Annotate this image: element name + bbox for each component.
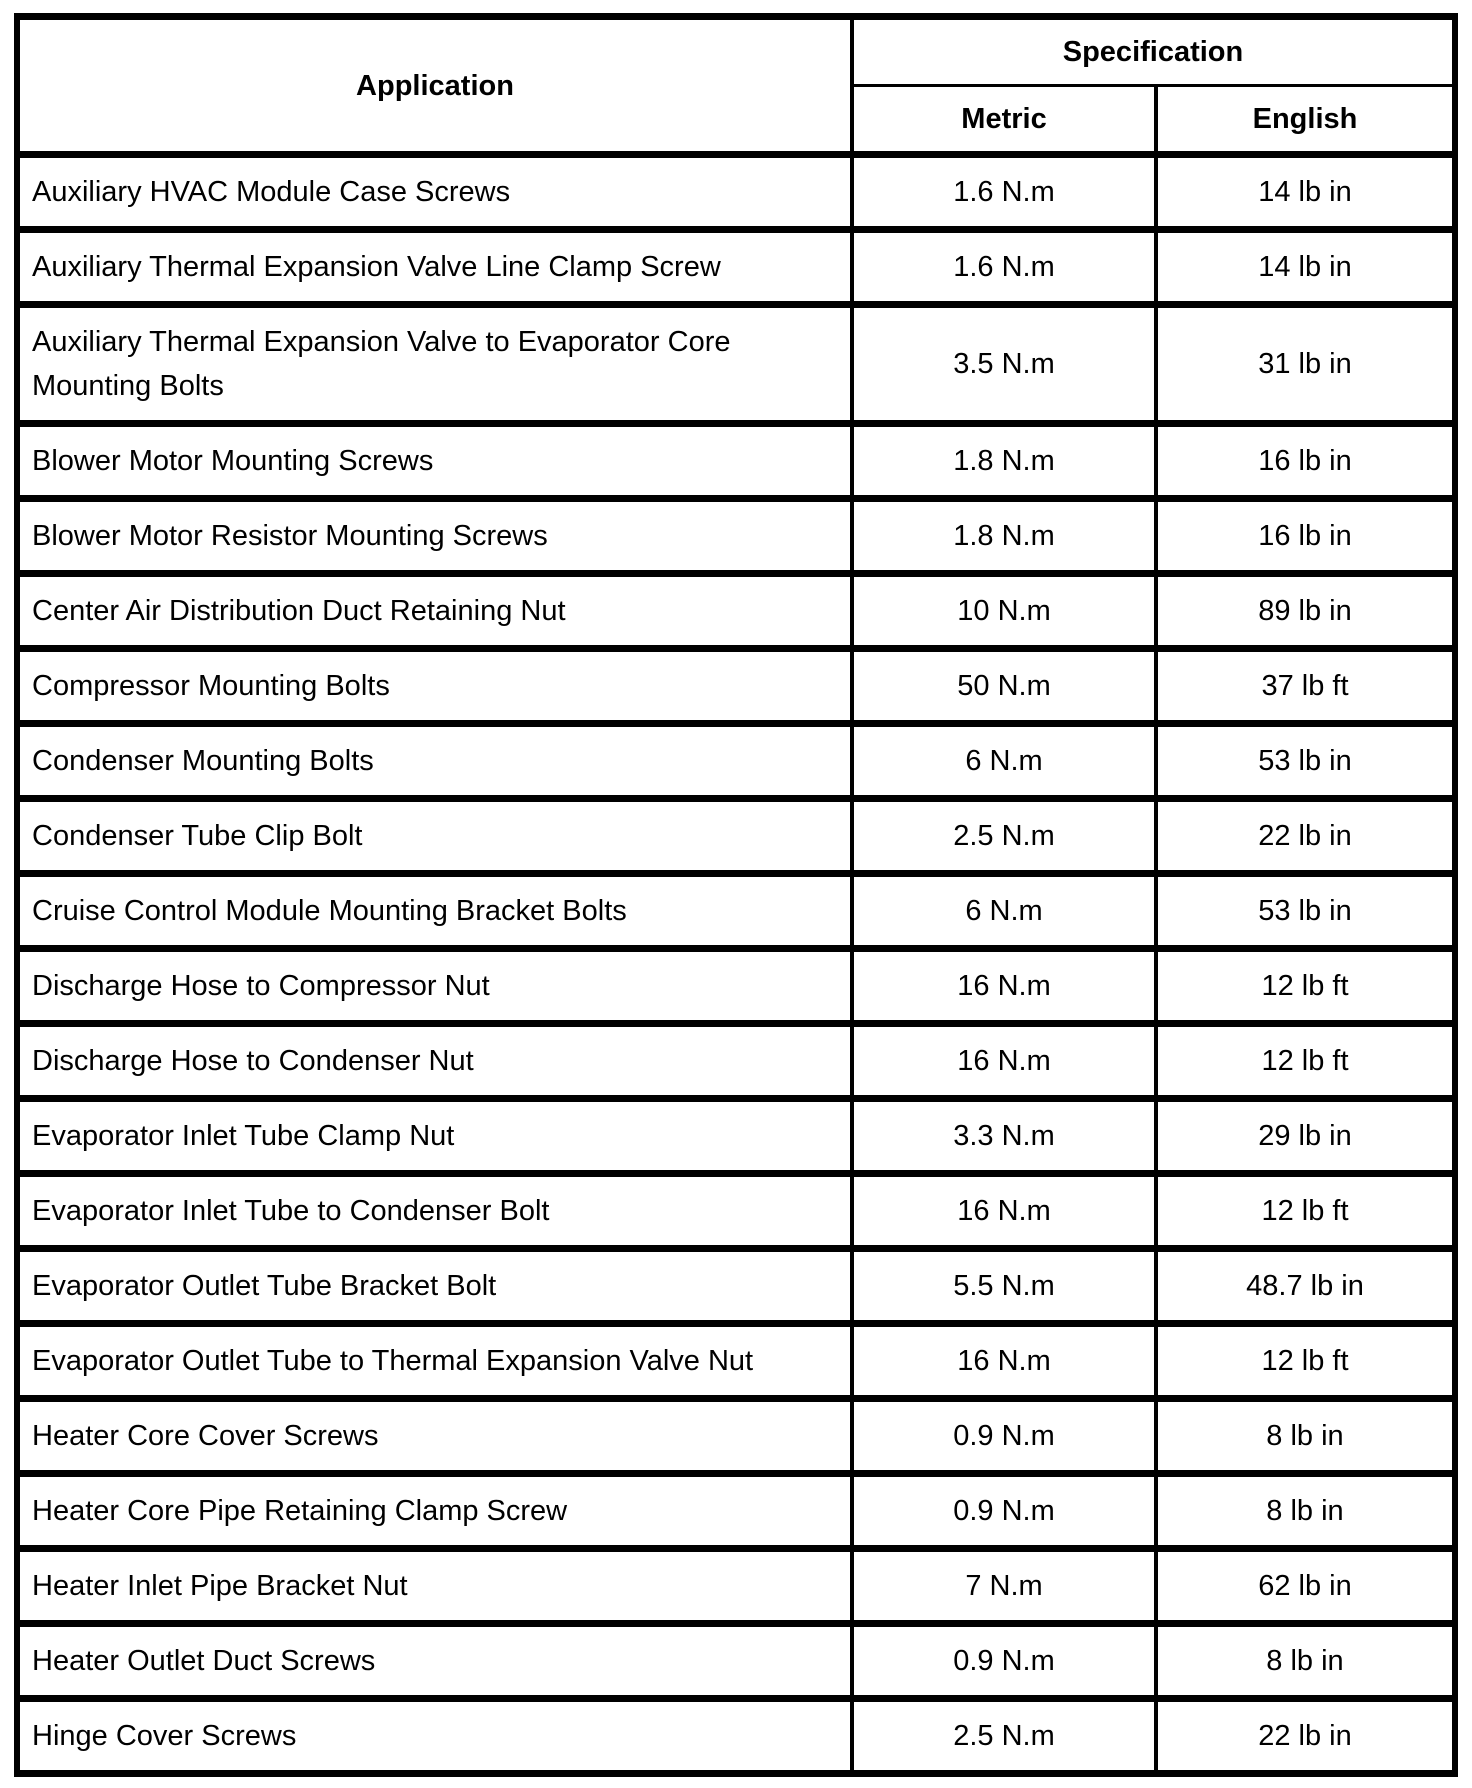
header-row-specification: [17, 17, 1455, 86]
metric-value-cell: 16 N.m: [852, 1324, 1156, 1399]
english-value-cell: 8 lb in: [1156, 1474, 1455, 1549]
metric-value-cell: 3.5 N.m: [852, 305, 1156, 424]
application-cell: Auxiliary HVAC Module Case Screws: [17, 155, 852, 230]
metric-value-cell: 0.9 N.m: [852, 1474, 1156, 1549]
table-row: [17, 1549, 1455, 1624]
application-cell: Condenser Tube Clip Bolt: [17, 799, 852, 874]
application-cell: Cruise Control Module Mounting Bracket Bolts: [17, 874, 852, 949]
metric-value-cell: 5.5 N.m: [852, 1249, 1156, 1324]
application-cell: Compressor Mounting Bolts: [17, 649, 852, 724]
application-cell: Heater Core Pipe Retaining Clamp Screw: [17, 1474, 852, 1549]
english-value-cell: 14 lb in: [1156, 155, 1455, 230]
metric-value-cell: 0.9 N.m: [852, 1399, 1156, 1474]
metric-value-cell: 10 N.m: [852, 574, 1156, 649]
metric-column-header: Metric: [852, 86, 1156, 155]
english-value-cell: 53 lb in: [1156, 874, 1455, 949]
table-row: [17, 949, 1455, 1024]
table-row: [17, 724, 1455, 799]
application-cell: Evaporator Outlet Tube to Thermal Expansion Valve Nut: [17, 1324, 852, 1399]
english-column-header: English: [1156, 86, 1455, 155]
metric-value-cell: 6 N.m: [852, 874, 1156, 949]
english-value-cell: 12 lb ft: [1156, 1174, 1455, 1249]
application-cell: Auxiliary Thermal Expansion Valve to Evaporator Core Mounting Bolts: [17, 305, 852, 424]
table-row: [17, 155, 1455, 230]
english-value-cell: 48.7 lb in: [1156, 1249, 1455, 1324]
application-cell: Blower Motor Mounting Screws: [17, 424, 852, 499]
metric-value-cell: 1.6 N.m: [852, 155, 1156, 230]
table-row: [17, 1474, 1455, 1549]
table-row: [17, 1699, 1455, 1774]
table-header: [17, 17, 1455, 155]
english-value-cell: 8 lb in: [1156, 1399, 1455, 1474]
english-value-cell: 29 lb in: [1156, 1099, 1455, 1174]
table-row: [17, 1024, 1455, 1099]
application-cell: Evaporator Inlet Tube to Condenser Bolt: [17, 1174, 852, 1249]
specification-column-header: Specification: [852, 17, 1455, 86]
english-value-cell: 16 lb in: [1156, 424, 1455, 499]
english-value-cell: 62 lb in: [1156, 1549, 1455, 1624]
metric-value-cell: 16 N.m: [852, 949, 1156, 1024]
table-row: [17, 1249, 1455, 1324]
english-value-cell: 14 lb in: [1156, 230, 1455, 305]
metric-value-cell: 16 N.m: [852, 1174, 1156, 1249]
application-cell: Heater Core Cover Screws: [17, 1399, 852, 1474]
table-row: [17, 1624, 1455, 1699]
english-value-cell: 37 lb ft: [1156, 649, 1455, 724]
application-cell: Auxiliary Thermal Expansion Valve Line Clamp Screw: [17, 230, 852, 305]
metric-value-cell: 0.9 N.m: [852, 1624, 1156, 1699]
table-row: [17, 305, 1455, 424]
torque-specifications-table: [14, 13, 1458, 1777]
english-value-cell: 8 lb in: [1156, 1624, 1455, 1699]
metric-value-cell: 3.3 N.m: [852, 1099, 1156, 1174]
application-cell: Hinge Cover Screws: [17, 1699, 852, 1774]
application-cell: Center Air Distribution Duct Retaining Nut: [17, 574, 852, 649]
table-row: [17, 574, 1455, 649]
application-cell: Blower Motor Resistor Mounting Screws: [17, 499, 852, 574]
metric-value-cell: 7 N.m: [852, 1549, 1156, 1624]
metric-value-cell: 1.6 N.m: [852, 230, 1156, 305]
table-row: [17, 1174, 1455, 1249]
application-cell: Discharge Hose to Condenser Nut: [17, 1024, 852, 1099]
table-row: [17, 230, 1455, 305]
table-row: [17, 799, 1455, 874]
english-value-cell: 12 lb ft: [1156, 949, 1455, 1024]
english-value-cell: 12 lb ft: [1156, 1024, 1455, 1099]
english-value-cell: 12 lb ft: [1156, 1324, 1455, 1399]
metric-value-cell: 16 N.m: [852, 1024, 1156, 1099]
application-column-header: Application: [17, 17, 852, 155]
english-value-cell: 16 lb in: [1156, 499, 1455, 574]
application-cell: Evaporator Outlet Tube Bracket Bolt: [17, 1249, 852, 1324]
table-row: [17, 499, 1455, 574]
metric-value-cell: 6 N.m: [852, 724, 1156, 799]
english-value-cell: 22 lb in: [1156, 1699, 1455, 1774]
english-value-cell: 22 lb in: [1156, 799, 1455, 874]
english-value-cell: 89 lb in: [1156, 574, 1455, 649]
table-row: [17, 649, 1455, 724]
metric-value-cell: 2.5 N.m: [852, 1699, 1156, 1774]
english-value-cell: 31 lb in: [1156, 305, 1455, 424]
application-cell: Heater Outlet Duct Screws: [17, 1624, 852, 1699]
metric-value-cell: 1.8 N.m: [852, 499, 1156, 574]
application-cell: Heater Inlet Pipe Bracket Nut: [17, 1549, 852, 1624]
table-row: [17, 1324, 1455, 1399]
metric-value-cell: 2.5 N.m: [852, 799, 1156, 874]
table-row: [17, 424, 1455, 499]
application-cell: Condenser Mounting Bolts: [17, 724, 852, 799]
application-cell: Evaporator Inlet Tube Clamp Nut: [17, 1099, 852, 1174]
table-row: [17, 1099, 1455, 1174]
metric-value-cell: 1.8 N.m: [852, 424, 1156, 499]
table-row: [17, 1399, 1455, 1474]
application-cell: Discharge Hose to Compressor Nut: [17, 949, 852, 1024]
table-body: [17, 155, 1455, 1774]
metric-value-cell: 50 N.m: [852, 649, 1156, 724]
table-row: [17, 874, 1455, 949]
english-value-cell: 53 lb in: [1156, 724, 1455, 799]
